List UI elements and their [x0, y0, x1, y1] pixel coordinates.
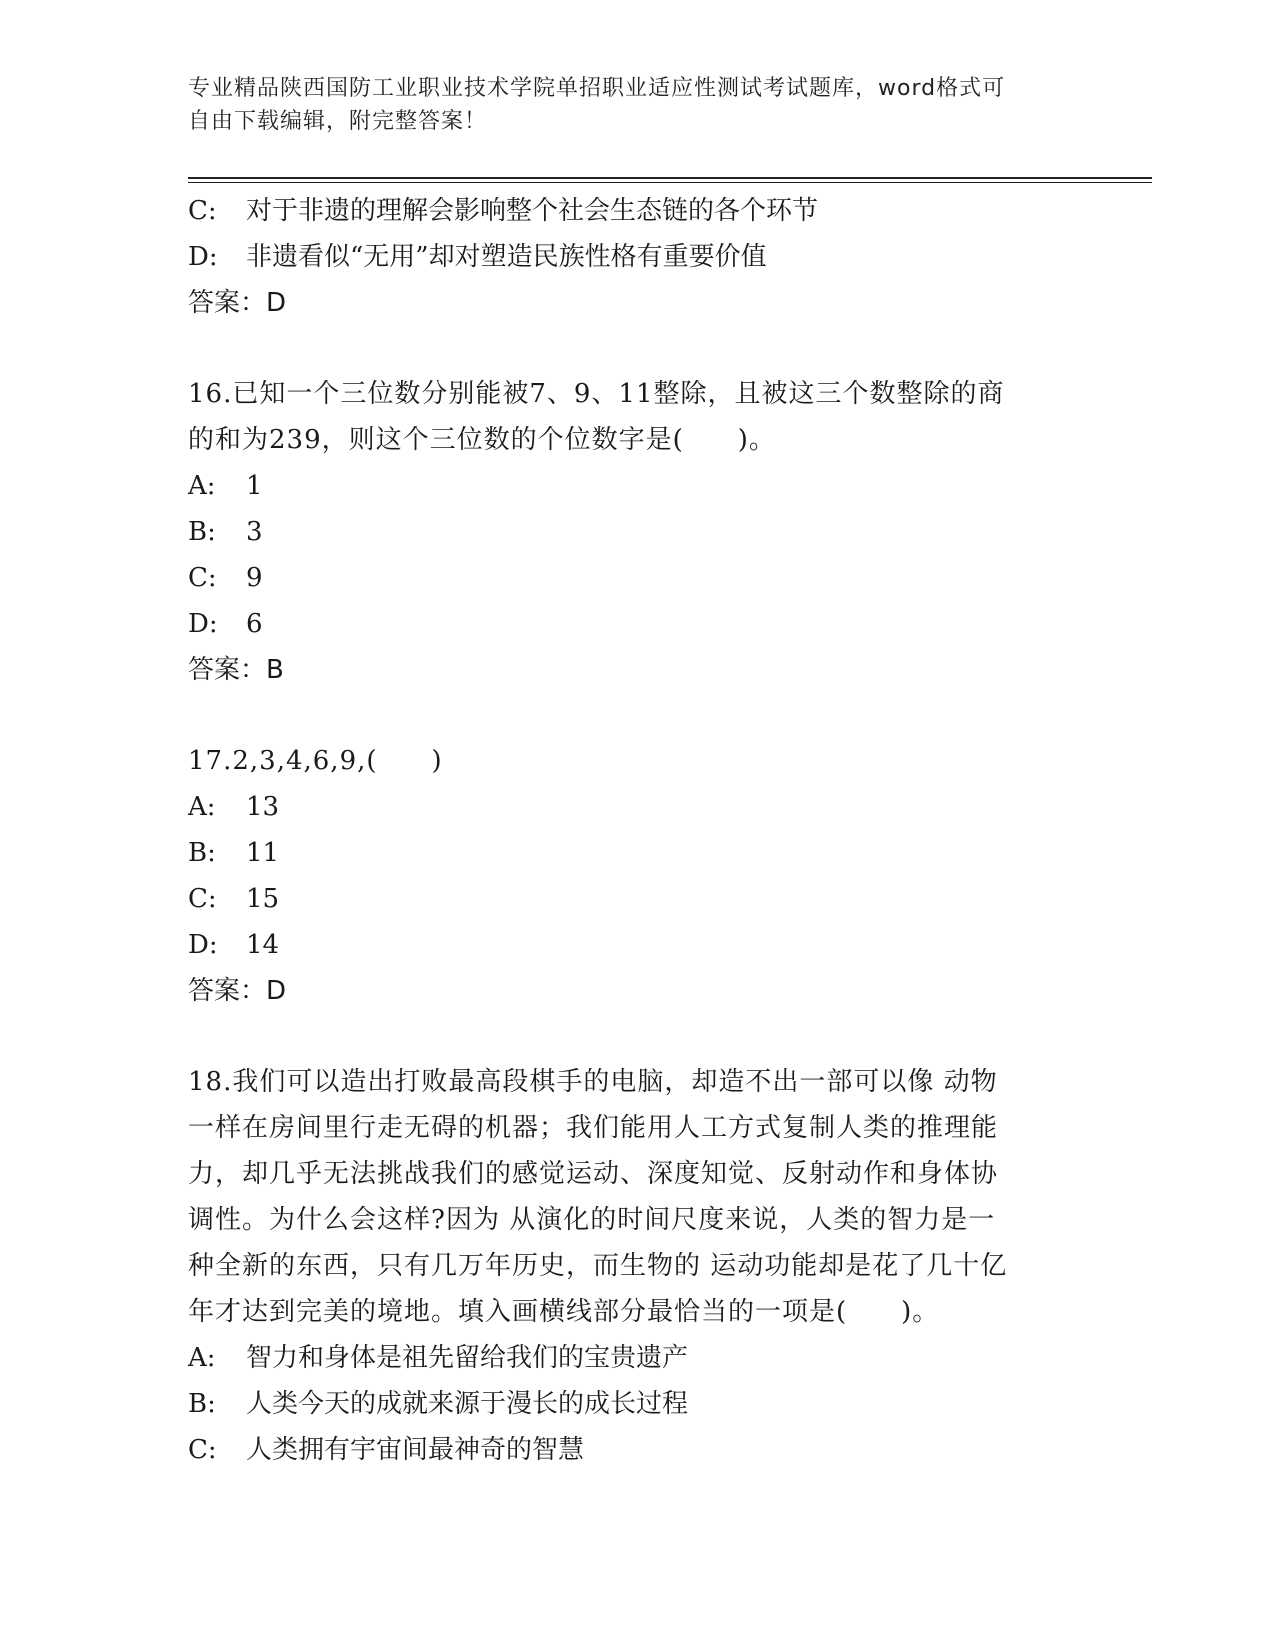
option-letter: C:	[188, 563, 217, 593]
option-row	[188, 1427, 1088, 1473]
option-row	[188, 234, 1088, 280]
question-16	[188, 371, 1088, 693]
question-text-line: 种全新的东西，只有几万年历史，而生物的 运动功能却是花了几十亿	[188, 1251, 1008, 1281]
question-text-line: 年才达到完美的境地。填入画横线部分最恰当的一项是( )。	[188, 1297, 940, 1327]
option-text: 13	[246, 792, 280, 822]
question-text-line: 一样在房间里行走无碍的机器；我们能用人工方式复制人类的推理能	[188, 1113, 999, 1143]
option-letter: C:	[188, 884, 217, 914]
document-body	[188, 188, 1088, 1473]
question-text-line: 的和为239，则这个三位数的个位数字是( )。	[188, 425, 776, 455]
option-letter: B:	[188, 1389, 216, 1419]
option-letter: A:	[188, 471, 216, 501]
option-text: 6	[246, 609, 263, 639]
option-text: 非遗看似“无用”却对塑造民族性格有重要价值	[246, 242, 767, 272]
option-row	[188, 1381, 1088, 1427]
option-text: 人类今天的成就来源于漫长的成长过程	[246, 1389, 689, 1419]
header-rule-thin	[188, 182, 1152, 183]
option-text: 对于非遗的理解会影响整个社会生态链的各个环节	[246, 196, 819, 226]
option-text: 3	[246, 517, 263, 547]
option-letter: D:	[188, 242, 218, 272]
question-text-line: 17.2,3,4,6,9,( )	[188, 746, 443, 776]
option-row	[188, 188, 1088, 234]
question-text-line: 调性。为什么会这样?因为 从演化的时间尺度来说，人类的智力是一	[188, 1205, 996, 1235]
question-17	[188, 738, 1088, 1014]
option-letter: C:	[188, 1435, 217, 1465]
option-letter: D:	[188, 930, 218, 960]
option-text: 11	[246, 838, 280, 868]
option-row	[188, 601, 1088, 647]
option-letter: C:	[188, 196, 217, 226]
question-text-line: 力，却几乎无法挑战我们的感觉运动、深度知觉、反射动作和身体协	[188, 1159, 999, 1189]
header-rule-thick	[188, 177, 1152, 179]
answer-line: 答案：D	[188, 976, 287, 1006]
option-row	[188, 1335, 1088, 1381]
option-row	[188, 922, 1088, 968]
option-text: 1	[246, 471, 263, 501]
option-letter: A:	[188, 792, 216, 822]
answer-line: 答案：B	[188, 655, 284, 685]
option-row	[188, 784, 1088, 830]
option-text: 14	[246, 930, 280, 960]
option-row	[188, 876, 1088, 922]
option-text: 9	[246, 563, 263, 593]
option-letter: A:	[188, 1343, 216, 1373]
option-text: 15	[246, 884, 280, 914]
question-18	[188, 1059, 1088, 1473]
option-row	[188, 555, 1088, 601]
option-row	[188, 463, 1088, 509]
option-text: 人类拥有宇宙间最神奇的智慧	[246, 1435, 585, 1465]
answer-line: 答案：D	[188, 288, 287, 318]
option-row	[188, 830, 1088, 876]
option-letter: B:	[188, 517, 216, 547]
option-text: 智力和身体是祖先留给我们的宝贵遗产	[246, 1343, 689, 1373]
document-header	[188, 72, 1068, 138]
question-15-tail	[188, 188, 1088, 326]
option-row	[188, 509, 1088, 555]
question-text-line: 16.已知一个三位数分别能被7、9、11整除，且被这三个数整除的商	[188, 379, 1005, 409]
question-text-line: 18.我们可以造出打败最高段棋手的电脑，却造不出一部可以像 动物	[188, 1067, 998, 1097]
header-line-2: 自由下载编辑，附完整答案！	[188, 109, 488, 134]
option-letter: D:	[188, 609, 218, 639]
option-letter: B:	[188, 838, 216, 868]
header-line-1: 专业精品陕西国防工业职业技术学院单招职业适应性测试考试题库，word格式可	[188, 76, 1006, 101]
